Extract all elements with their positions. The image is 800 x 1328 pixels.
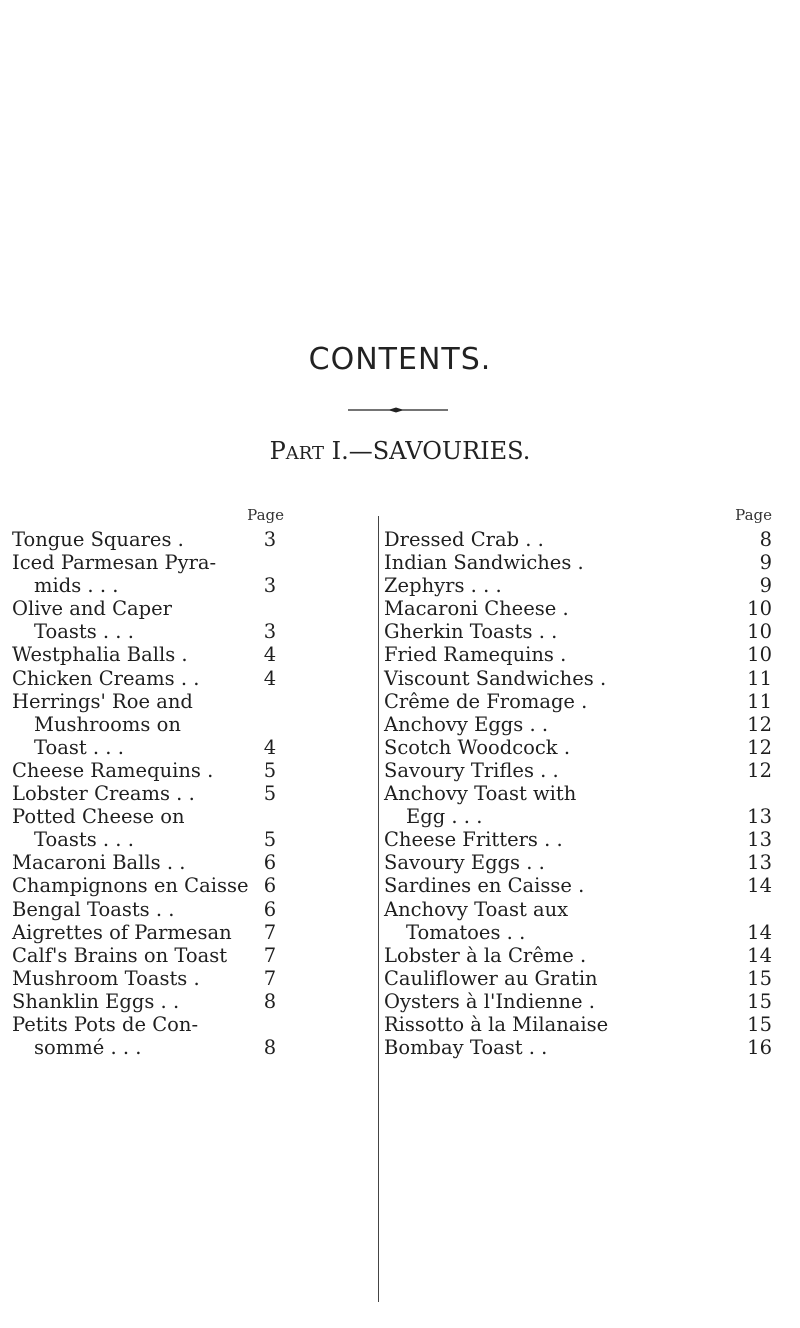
entry-page-number: 3	[263, 528, 277, 551]
entry-line	[384, 944, 772, 967]
contents-column-right	[384, 506, 772, 1059]
entry-title: Savoury Trifles . .	[384, 758, 559, 782]
entry-line	[12, 828, 290, 851]
entry-line	[12, 551, 290, 574]
entry-page-number: 12	[747, 712, 772, 736]
contents-entry	[384, 967, 772, 990]
contents-entry	[384, 597, 772, 620]
entry-title: sommé . . .	[34, 1036, 142, 1060]
entry-title: Toasts . . .	[34, 620, 134, 644]
entry-line	[384, 713, 772, 736]
entry-line	[12, 667, 290, 690]
entry-page-number	[250, 805, 290, 828]
entry-title: Viscount Sandwiches .	[384, 666, 607, 690]
entry-page-number: 11	[747, 666, 772, 690]
contents-entry	[384, 713, 772, 736]
entry-page-number: 7	[263, 920, 277, 944]
entry-page-number: 14	[747, 920, 772, 944]
entry-title: Tomatoes . .	[406, 920, 526, 944]
contents-entry	[384, 990, 772, 1013]
entry-line	[12, 944, 290, 967]
entry-title: Potted Cheese on	[12, 805, 185, 829]
entry-line	[12, 759, 290, 782]
entry-title: Olive and Caper	[12, 597, 172, 621]
contents-column-left	[12, 506, 290, 1059]
entry-page-number	[250, 690, 290, 713]
entry-title: Tongue Squares .	[12, 528, 184, 551]
contents-entry	[12, 667, 290, 690]
entry-title: Dressed Crab . .	[384, 528, 544, 551]
entry-line	[12, 990, 290, 1013]
contents-entry	[384, 1013, 772, 1036]
contents-entry	[12, 805, 290, 851]
contents-entry	[12, 759, 290, 782]
contents-entry	[384, 898, 772, 944]
contents-entry	[384, 551, 772, 574]
entry-page-number: 6	[263, 851, 277, 875]
entry-title: Cheese Ramequins .	[12, 758, 214, 782]
entry-line	[384, 759, 772, 782]
contents-entry	[384, 667, 772, 690]
entry-line	[12, 690, 290, 713]
contents-entry	[12, 597, 290, 643]
entry-page-number: 14	[747, 943, 772, 967]
entry-line	[12, 805, 290, 828]
contents-entry	[12, 851, 290, 874]
entry-title: Gherkin Toasts . .	[384, 620, 558, 644]
entry-line	[12, 736, 290, 759]
entry-page-number: 6	[263, 874, 277, 898]
contents-entry	[12, 1013, 290, 1059]
entry-page-number: 3	[263, 574, 277, 598]
entry-line	[12, 921, 290, 944]
entry-page-number: 15	[747, 966, 772, 990]
entry-title: Iced Parmesan Pyra-	[12, 551, 217, 575]
entry-page-number: 8	[263, 989, 277, 1013]
contents-entry	[12, 782, 290, 805]
contents-entry	[384, 690, 772, 713]
entry-line	[12, 574, 290, 597]
contents-entry	[384, 1036, 772, 1059]
entry-page-number: 6	[263, 897, 277, 921]
entry-title: Westphalia Balls .	[12, 643, 188, 667]
contents-entry	[12, 921, 290, 944]
entry-line	[384, 921, 772, 944]
entry-line	[12, 597, 290, 620]
entry-page-number: 4	[263, 735, 277, 759]
entry-title: Shanklin Eggs . .	[12, 989, 180, 1013]
entry-title: Sardines en Caisse .	[384, 874, 585, 898]
entry-title: Oysters à l'Indienne .	[384, 989, 595, 1013]
entry-line	[12, 874, 290, 897]
entry-line	[12, 1036, 290, 1059]
entry-title: Chicken Creams . .	[12, 666, 200, 690]
contents-entry	[12, 690, 290, 759]
entry-title: Rissotto à la Milanaise	[384, 1012, 609, 1036]
entry-page-number: 7	[263, 943, 277, 967]
entry-page-number: 9	[759, 574, 772, 598]
contents-entry	[12, 944, 290, 967]
entry-line	[384, 736, 772, 759]
entry-line	[384, 851, 772, 874]
divider-ornament	[348, 407, 448, 413]
contents-entry	[12, 898, 290, 921]
entry-title: Aigrettes of Parmesan	[12, 920, 232, 944]
entry-page-number: 12	[747, 758, 772, 782]
entry-title: Zephyrs . . .	[384, 574, 502, 598]
entry-page-number	[744, 782, 772, 805]
contents-entry	[384, 736, 772, 759]
entry-page-number: 15	[747, 989, 772, 1013]
entry-page-number	[250, 597, 290, 620]
entry-title: Savoury Eggs . .	[384, 851, 545, 875]
entry-title: Scotch Woodcock .	[384, 735, 571, 759]
contents-entry	[384, 620, 772, 643]
contents-entry	[384, 759, 772, 782]
entry-page-number: 13	[747, 828, 772, 852]
entry-line	[384, 574, 772, 597]
entry-page-number: 8	[759, 528, 772, 551]
entry-line	[12, 782, 290, 805]
contents-entry	[384, 782, 772, 828]
entry-page-number	[250, 551, 290, 574]
entry-line	[384, 805, 772, 828]
entry-line	[384, 643, 772, 666]
entry-title: Mushrooms on	[34, 712, 181, 736]
entry-title: Lobster Creams . .	[12, 782, 195, 806]
entry-line	[12, 643, 290, 666]
entry-page-number	[250, 713, 290, 736]
entry-title: Petits Pots de Con-	[12, 1012, 199, 1036]
entry-line	[384, 967, 772, 990]
entry-title: Mushroom Toasts .	[12, 966, 200, 990]
entry-title: Macaroni Balls . .	[12, 851, 186, 875]
entry-page-number: 10	[747, 597, 772, 621]
entry-title: Fried Ramequins .	[384, 643, 567, 667]
entry-page-number: 5	[263, 758, 277, 782]
contents-entry	[384, 944, 772, 967]
entry-line	[384, 1013, 772, 1036]
entry-page-number: 15	[747, 1012, 772, 1036]
entry-line	[384, 1036, 772, 1059]
entry-line	[384, 597, 772, 620]
entry-line	[12, 967, 290, 990]
contents-entry	[12, 643, 290, 666]
entry-line	[384, 528, 772, 551]
entry-line	[12, 620, 290, 643]
entry-line	[384, 620, 772, 643]
entry-title: Champignons en Caisse	[12, 874, 249, 898]
entry-title: Cauliflower au Gratin	[384, 966, 598, 990]
entry-title: Calf's Brains on Toast	[12, 943, 228, 967]
entry-page-number: 8	[263, 1036, 277, 1060]
entry-page-number	[250, 1013, 290, 1036]
entry-line	[384, 782, 772, 805]
entry-page-number: 14	[747, 874, 772, 898]
entry-line	[12, 898, 290, 921]
contents-entry	[12, 551, 290, 597]
contents-entry	[384, 874, 772, 897]
entry-page-number: 12	[747, 735, 772, 759]
entry-title: Anchovy Toast with	[384, 782, 577, 806]
entry-line	[384, 898, 772, 921]
entry-page-number: 16	[747, 1036, 772, 1060]
entry-title: mids . . .	[34, 574, 119, 598]
contents-entry	[12, 990, 290, 1013]
entry-line	[384, 874, 772, 897]
entry-title: Anchovy Toast aux	[384, 897, 569, 921]
entry-title: Bengal Toasts . .	[12, 897, 175, 921]
entry-line	[384, 990, 772, 1013]
contents-entry	[384, 643, 772, 666]
page-title: CONTENTS.	[308, 342, 492, 377]
entry-page-number: 3	[263, 620, 277, 644]
page-column-label: Page	[735, 506, 772, 524]
entry-page-number: 7	[263, 966, 277, 990]
contents-entry	[384, 574, 772, 597]
entry-page-number	[744, 898, 772, 921]
entry-line	[384, 690, 772, 713]
entry-line	[384, 551, 772, 574]
entry-page-number: 5	[263, 828, 277, 852]
entry-title: Bombay Toast . .	[384, 1036, 548, 1060]
entry-title: Indian Sandwiches .	[384, 551, 584, 575]
entry-title: Anchovy Eggs . .	[384, 712, 549, 736]
contents-entry	[12, 967, 290, 990]
entry-title: Lobster à la Crême .	[384, 943, 587, 967]
entry-page-number: 13	[747, 851, 772, 875]
entry-title: Toast . . .	[34, 735, 124, 759]
entry-page-number: 9	[759, 551, 772, 575]
entry-line	[12, 1013, 290, 1036]
entry-page-number: 11	[747, 689, 772, 713]
entry-line	[384, 828, 772, 851]
column-divider	[378, 516, 379, 1302]
contents-entry	[384, 528, 772, 551]
page-column-label: Page	[247, 506, 284, 524]
entry-line	[384, 667, 772, 690]
part-heading: PART I.—SAVOURIES.	[269, 437, 531, 465]
contents-entry	[12, 528, 290, 551]
entry-page-number: 5	[263, 782, 277, 806]
entry-title: Macaroni Cheese .	[384, 597, 569, 621]
contents-entry	[384, 851, 772, 874]
entry-title: Crême de Fromage .	[384, 689, 588, 713]
entry-title: Egg . . .	[406, 805, 483, 829]
contents-entry	[12, 874, 290, 897]
entry-title: Cheese Fritters . .	[384, 828, 563, 852]
entry-page-number: 10	[747, 620, 772, 644]
entry-title: Herrings' Roe and	[12, 689, 193, 713]
entry-page-number: 13	[747, 805, 772, 829]
entry-line	[12, 528, 290, 551]
entry-page-number: 4	[263, 643, 277, 667]
contents-entry	[384, 828, 772, 851]
entry-page-number: 10	[747, 643, 772, 667]
entry-line	[12, 713, 290, 736]
entry-line	[12, 851, 290, 874]
entry-page-number: 4	[263, 666, 277, 690]
entry-title: Toasts . . .	[34, 828, 134, 852]
